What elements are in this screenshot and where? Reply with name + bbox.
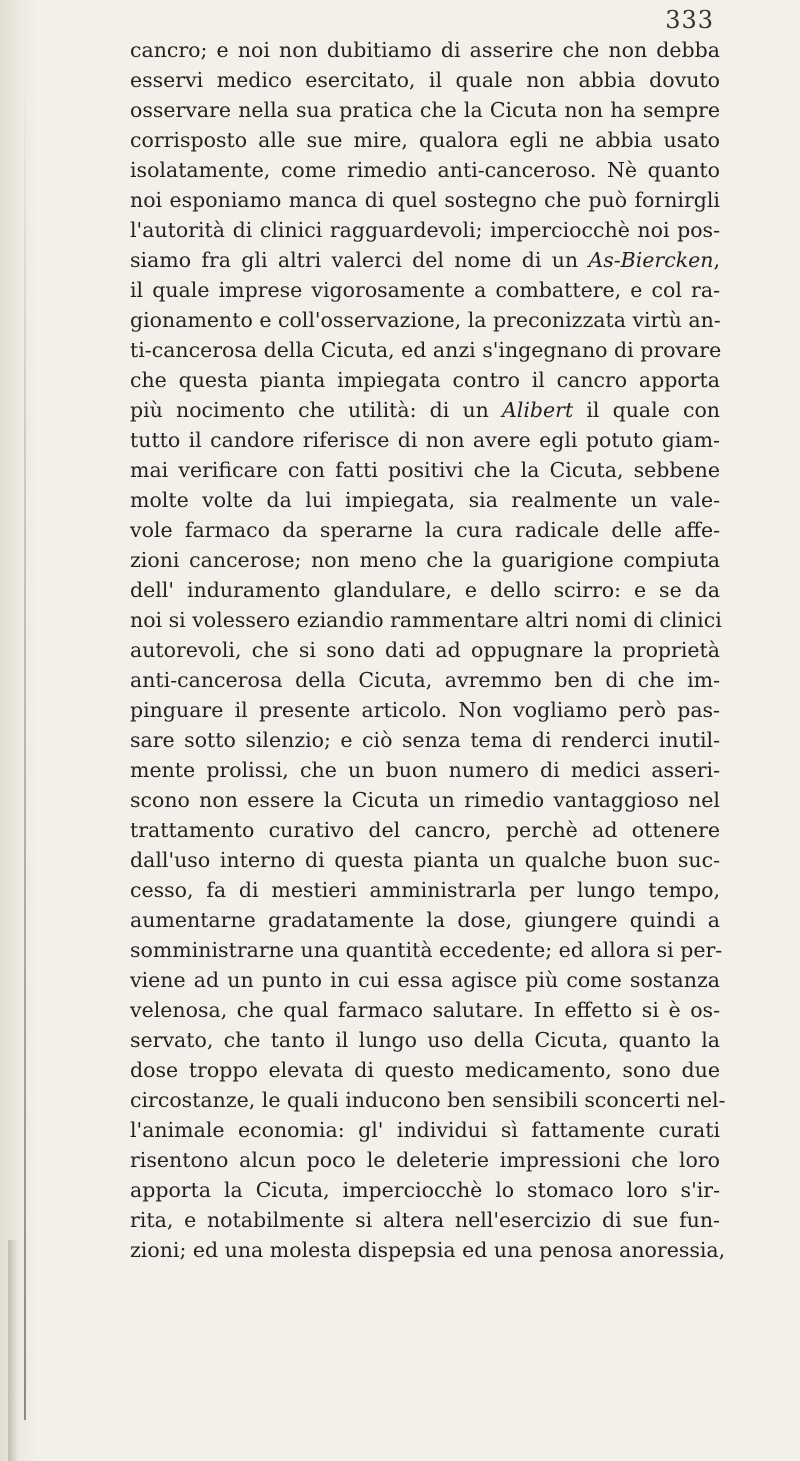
- author-name-italic: As-Biercken: [588, 248, 714, 272]
- text-line: dose troppo elevata di questo medicamento, sono due: [130, 1058, 720, 1082]
- text-line: trattamento curativo del cancro, perchè ad ottenere: [130, 818, 720, 842]
- text-line: noi si volessero eziandio rammentare altri nomi di clinici: [130, 608, 722, 632]
- body-text: [130, 35, 726, 1265]
- text-line: isolatamente, come rimedio anti-canceroso. Nè quanto: [130, 158, 720, 182]
- page-number: 333: [665, 6, 714, 34]
- text-line: molte volte da lui impiegata, sia realmente un vale-: [130, 488, 720, 512]
- text-run: più nocimento che utilità: di un: [130, 398, 502, 422]
- text-line: circostanze, le quali inducono ben sensibili sconcerti nel-: [130, 1088, 726, 1112]
- text-line: cancro; e noi non dubitiamo di asserire che non debba: [130, 38, 720, 62]
- page-binding-fold: [8, 1240, 18, 1461]
- text-line: viene ad un punto in cui essa agisce più come sostanza: [130, 968, 720, 992]
- text-line: l'animale economia: gl' individui sì fattamente curati: [130, 1118, 720, 1142]
- text-line: gionamento e coll'osservazione, la preconizzata virtù an-: [130, 308, 721, 332]
- text-line: esservi medico esercitato, il quale non abbia dovuto: [130, 68, 720, 92]
- text-line: osservare nella sua pratica che la Cicuta non ha sempre: [130, 98, 720, 122]
- text-line: [130, 395, 720, 425]
- author-name-italic: Alibert: [502, 398, 574, 422]
- text-line: il quale imprese vigorosamente a combattere, e col ra-: [130, 278, 720, 302]
- text-line: dell' induramento glandulare, e dello scirro: e se da: [130, 578, 720, 602]
- text-line: zioni cancerose; non meno che la guarigione compiuta: [130, 548, 720, 572]
- text-line: [130, 245, 720, 275]
- text-line: sare sotto silenzio; e ciò senza tema di renderci inutil-: [130, 728, 720, 752]
- text-line: somministrarne una quantità eccedente; ed allora si per-: [130, 938, 723, 962]
- text-line: dall'uso interno di questa pianta un qualche buon suc-: [130, 848, 720, 872]
- page-binding-edge: [24, 60, 26, 1420]
- text-line: velenosa, che qual farmaco salutare. In effetto si è os-: [130, 998, 720, 1022]
- text-line: l'autorità di clinici ragguardevoli; imperciocchè noi pos-: [130, 218, 720, 242]
- text-line: zioni; ed una molesta dispepsia ed una penosa anoressia,: [130, 1238, 726, 1262]
- text-line: ti-cancerosa della Cicuta, ed anzi s'ingegnano di provare: [130, 338, 722, 362]
- text-line: noi esponiamo manca di quel sostegno che può fornirgli: [130, 188, 720, 212]
- text-run: il quale con: [573, 398, 720, 422]
- text-run: ,: [713, 248, 720, 272]
- page-binding-shadow: [0, 0, 38, 1461]
- text-line: rita, e notabilmente si altera nell'esercizio di sue fun-: [130, 1208, 720, 1232]
- text-line: mente prolissi, che un buon numero di medici asseri-: [130, 758, 720, 782]
- text-line: risentono alcun poco le deleterie impressioni che loro: [130, 1148, 720, 1172]
- text-line: autorevoli, che si sono dati ad oppugnare la proprietà: [130, 638, 720, 662]
- text-line: cesso, fa di mestieri amministrarla per lungo tempo,: [130, 878, 720, 902]
- text-line: scono non essere la Cicuta un rimedio vantaggioso nel: [130, 788, 720, 812]
- text-line: pinguare il presente articolo. Non vogliamo però pas-: [130, 698, 720, 722]
- text-line: apporta la Cicuta, imperciocchè lo stomaco loro s'ir-: [130, 1178, 720, 1202]
- text-line: anti-cancerosa della Cicuta, avremmo ben di che im-: [130, 668, 720, 692]
- text-line: tutto il candore riferisce di non avere egli potuto giam-: [130, 428, 720, 452]
- text-line: corrisposto alle sue mire, qualora egli ne abbia usato: [130, 128, 720, 152]
- text-line: mai verificare con fatti positivi che la Cicuta, sebbene: [130, 458, 720, 482]
- text-line: che questa pianta impiegata contro il cancro apporta: [130, 368, 720, 392]
- text-line: aumentarne gradatamente la dose, giungere quindi a: [130, 908, 720, 932]
- text-line: servato, che tanto il lungo uso della Cicuta, quanto la: [130, 1028, 720, 1052]
- text-run: siamo fra gli altri valerci del nome di un: [130, 248, 589, 272]
- text-line: vole farmaco da sperarne la cura radicale delle affe-: [130, 518, 720, 542]
